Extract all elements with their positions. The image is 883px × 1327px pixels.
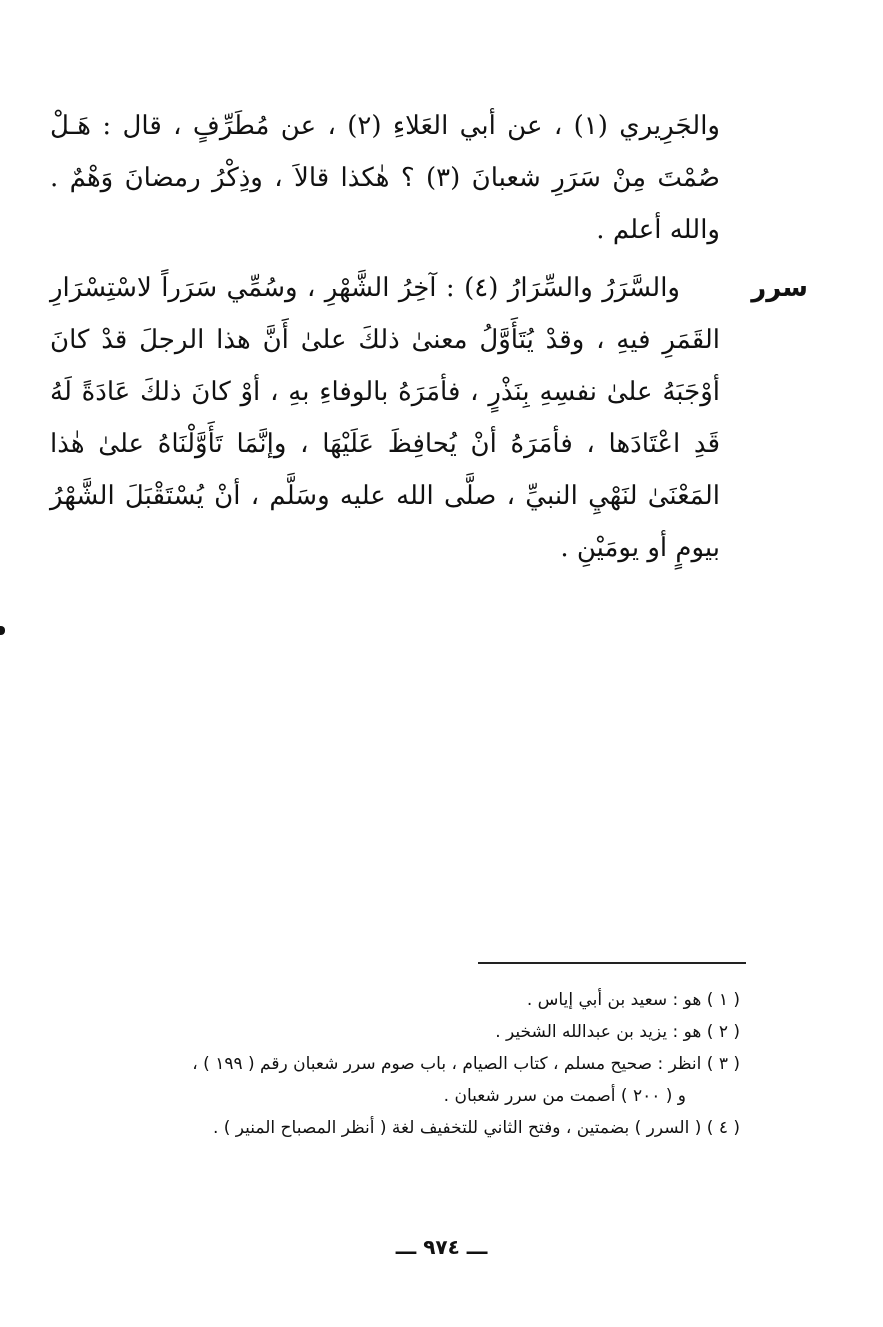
margin-headword: سرر bbox=[751, 273, 808, 303]
page-number: ـــ ٩٧٤ ـــ bbox=[395, 1235, 488, 1259]
body-paragraph-2-text: والسَّرَرُ والسِّرَارُ (٤) : آخِرُ الشَّهْرِ ، وسُمِّي سَرَراً لاسْتِسْرَارِ القَمَرِ فيهِ ، وقدْ يُتَأَوَّلُ معنىٰ ذلكَ علىٰ أَنَّ هذا الرجلَ قدْ كانَ أوْجَبَهُ علىٰ نفسِهِ بِنَذْرٍ ، فأمَرَهُ بالوفاءِ بهِ ، أوْ كانَ ذلكَ عَادَةً لَهُ قَدِ اعْتَادَها ، فأمَرَهُ أنْ يُحافِظَ عَلَيْهَا ، وإنَّمَا تَأَوَّلْنَاهُ علىٰ هٰذا المَعْنَىٰ لنَهْيِ النبيِّ ، صلَّى الله عليه وسَلَّم ، أنْ يُسْتَقْبَلَ الشَّهْرُ بيومٍ أو يومَيْنِ . bbox=[50, 273, 720, 563]
page-edge-mark bbox=[0, 626, 5, 635]
footnote-separator bbox=[478, 962, 746, 964]
footnote-3: ( ٣ ) انظر : صحيح مسلم ، كتاب الصيام ، باب صوم سرر شعبان رقم ( ١٩٩ ) ، bbox=[192, 1054, 740, 1074]
footnote-2: ( ٢ ) هو : يزيد بن عبدالله الشخير . bbox=[495, 1022, 740, 1042]
footnote-4: ( ٤ ) ( السرر ) بضمتين ، وفتح الثاني للتخفيف لغة ( أنظر المصباح المنير ) . bbox=[212, 1118, 740, 1138]
footnote-1: ( ١ ) هو : سعيد بن أبي إياس . bbox=[526, 990, 740, 1010]
footnote-3-continuation: و ( ٢٠٠ ) أصمت من سرر شعبان . bbox=[443, 1086, 686, 1106]
body-paragraph-1: والجَرِيري (١) ، عن أبي العَلاءِ (٢) ، عن مُطَرِّفٍ ، قال : هَـلْ صُمْتَ مِنْ سَرَرِ شعبانَ (٣) ؟ هٰكذا قالاَ ، وذِكْرُ رمضانَ وَهْمٌ . والله أعلم . bbox=[50, 111, 721, 245]
footnotes-list bbox=[40, 984, 740, 1144]
body-paragraph-2 bbox=[50, 262, 720, 574]
